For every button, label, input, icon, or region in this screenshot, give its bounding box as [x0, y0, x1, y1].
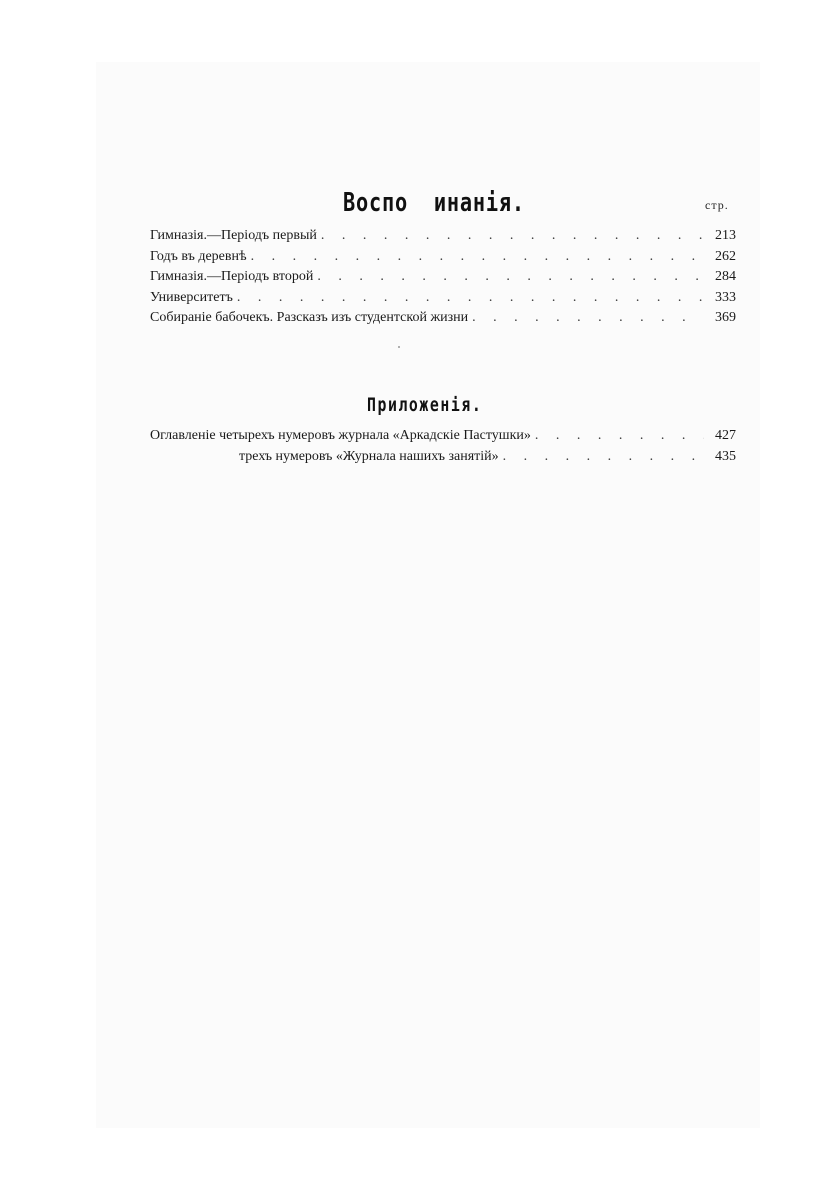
dot-leader: [503, 447, 704, 467]
toc-entry-title: Годъ въ деревнѣ: [150, 248, 247, 264]
toc-entry[interactable]: [150, 426, 736, 447]
toc-list-appendices: [150, 426, 736, 467]
toc-entry-title: Гимназія.—Періодъ второй: [150, 269, 314, 284]
toc-entry[interactable]: [150, 288, 736, 309]
toc-entry-page: 262: [715, 248, 736, 264]
dot-leader: [321, 226, 704, 246]
toc-entry-page: 284: [715, 269, 736, 284]
toc-entry-page: 369: [715, 310, 736, 325]
toc-entry-title: Собираніе бабочекъ. Разсказъ изъ студентской жизни: [150, 310, 469, 325]
dot-leader: [472, 308, 704, 328]
toc-entry[interactable]: [150, 247, 736, 268]
toc-list-memoirs: [150, 226, 736, 329]
toc-entry-page: 427: [715, 428, 736, 443]
toc-entry-page: 333: [715, 289, 736, 305]
page-column-label: стр.: [705, 198, 729, 212]
dot-leader: [535, 426, 704, 446]
page-sheet: [96, 62, 760, 1128]
toc-entry[interactable]: [150, 447, 736, 468]
toc-entry[interactable]: [150, 267, 736, 288]
toc-entry-title: Гимназія.—Періодъ первый: [150, 228, 317, 243]
dot-leader: [251, 247, 704, 267]
toc-entry-title: Университетъ: [150, 289, 233, 305]
section-title-memoirs: Воспо инанія.: [343, 188, 525, 219]
dot-leader: [317, 267, 704, 287]
toc-entry[interactable]: [150, 308, 736, 329]
toc-entry-page: 213: [715, 228, 736, 243]
toc-entry-page: 435: [715, 448, 736, 464]
ink-speck: [398, 346, 400, 348]
toc-entry-title: трехъ нумеровъ «Журнала нашихъ занятій»: [239, 448, 499, 464]
section-title-appendices: Приложенія.: [367, 393, 483, 416]
toc-entry-title: Оглавленіе четырехъ нумеровъ журнала «Аркадскіе Пастушки»: [150, 428, 531, 443]
toc-entry[interactable]: [150, 226, 736, 247]
dot-leader: [237, 288, 704, 308]
